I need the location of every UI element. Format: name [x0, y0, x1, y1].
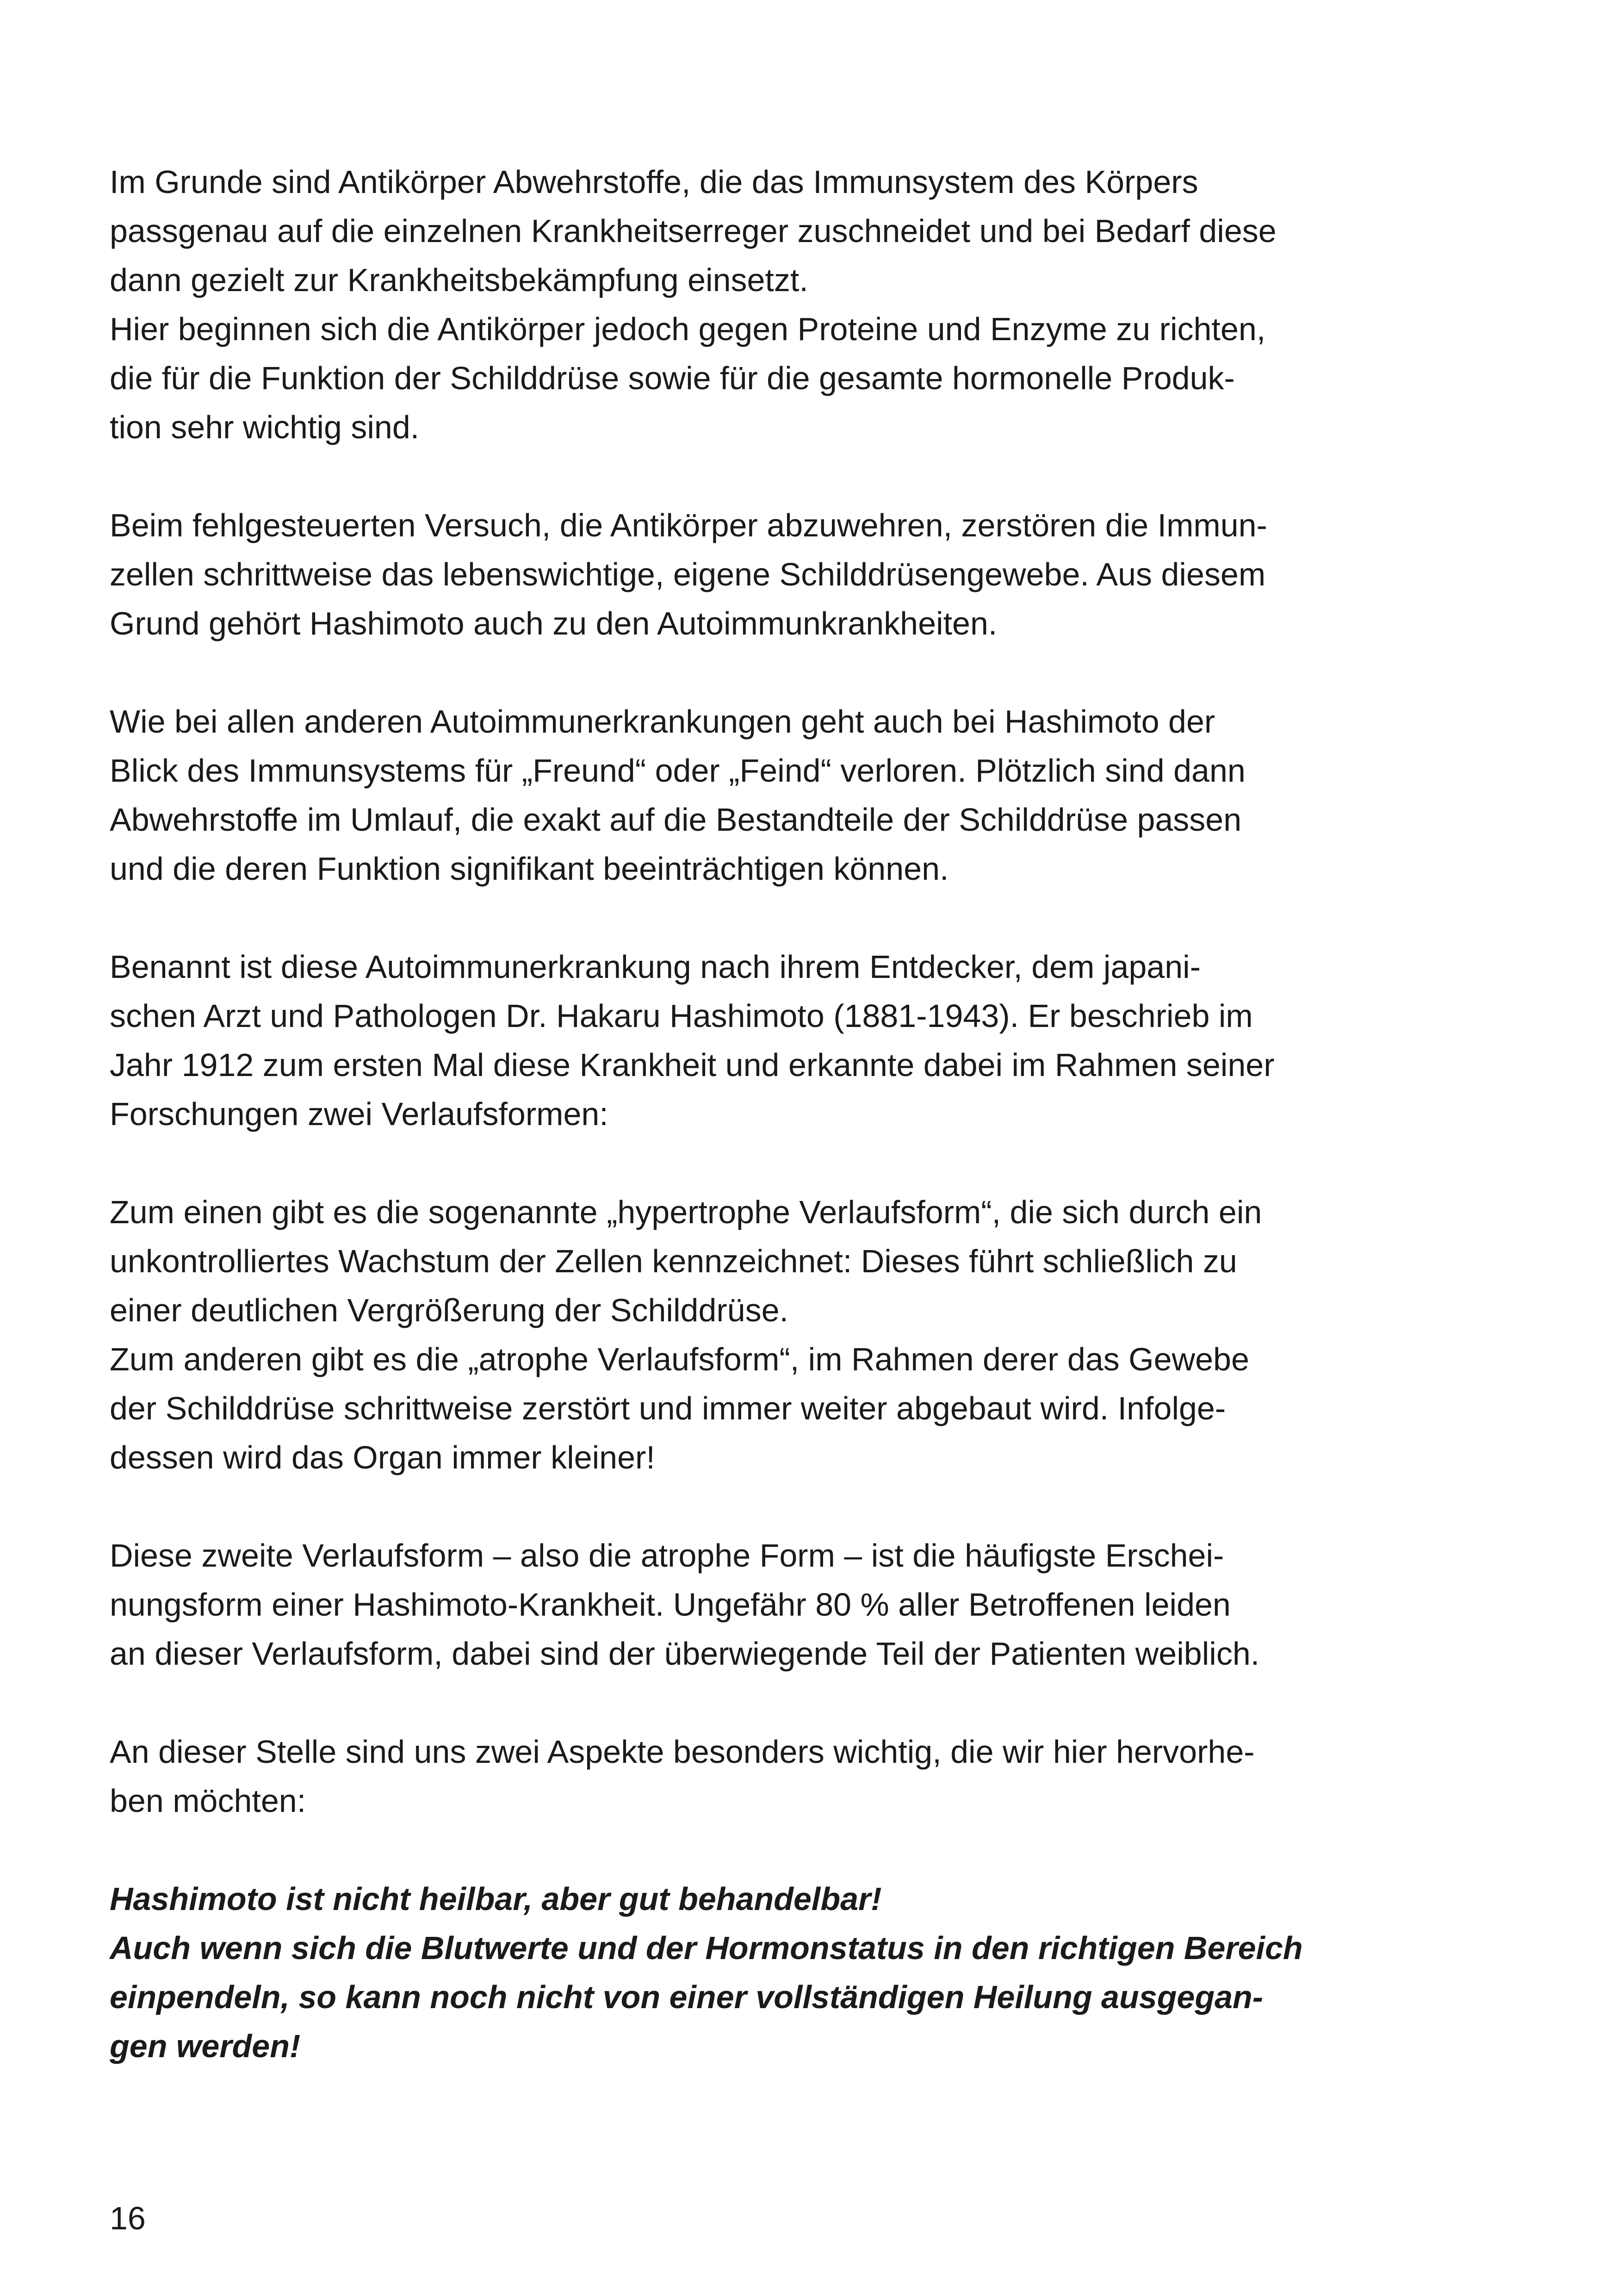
text-line: einer deutlichen Vergrößerung der Schilddrüse.: [110, 1292, 788, 1328]
emphasis-line: gen werden!: [110, 2028, 301, 2064]
text-line: Grund gehört Hashimoto auch zu den Autoimmunkrankheiten.: [110, 605, 998, 641]
text-line: unkontrolliertes Wachstum der Zellen kennzeichnet: Dieses führt schließlich zu: [110, 1243, 1237, 1279]
text-line: dann gezielt zur Krankheitsbekämpfung einsetzt.: [110, 262, 808, 298]
text-line: schen Arzt und Pathologen Dr. Hakaru Hashimoto (1881-1943). Er beschrieb im: [110, 998, 1253, 1034]
text-line: dessen wird das Organ immer kleiner!: [110, 1439, 655, 1475]
text-line: Diese zweite Verlaufsform – also die atrophe Form – ist die häufigste Erschei-: [110, 1537, 1224, 1574]
text-line: passgenau auf die einzelnen Krankheitserreger zuschneidet und bei Bedarf diese: [110, 213, 1277, 249]
text-line: Jahr 1912 zum ersten Mal diese Krankheit und erkannte dabei im Rahmen seiner: [110, 1047, 1275, 1083]
paragraph-entdecker: [110, 942, 1401, 1139]
page-number: 16: [110, 2200, 146, 2236]
text-line: ben möchten:: [110, 1783, 306, 1819]
text-line: tion sehr wichtig sind.: [110, 409, 420, 445]
text-line: zellen schrittweise das lebenswichtige, eigene Schilddrüsengewebe. Aus diesem: [110, 556, 1266, 592]
text-line: Abwehrstoffe im Umlauf, die exakt auf die Bestandteile der Schilddrüse passen: [110, 802, 1242, 838]
paragraph-verlaufsformen: [110, 1188, 1401, 1482]
text-line: an dieser Verlaufsform, dabei sind der überwiegende Teil der Patienten weiblich.: [110, 1636, 1260, 1672]
text-line: Im Grunde sind Antikörper Abwehrstoffe, die das Immunsystem des Körpers: [110, 164, 1198, 200]
paragraph-atrophe-form: [110, 1531, 1401, 1678]
text-line: Blick des Immunsystems für „Freund“ oder „Feind“ verloren. Plötzlich sind dann: [110, 753, 1246, 789]
emphasis-line: einpendeln, so kann noch nicht von einer vollständigen Heilung ausgegan-: [110, 1979, 1264, 2015]
emphasis-line: Hashimoto ist nicht heilbar, aber gut behandelbar!: [110, 1881, 882, 1917]
text-line: der Schilddrüse schrittweise zerstört und immer weiter abgebaut wird. Infolge-: [110, 1390, 1226, 1426]
text-line: nungsform einer Hashimoto-Krankheit. Ungefähr 80 % aller Betroffenen leiden: [110, 1587, 1231, 1623]
emphasis-line: Auch wenn sich die Blutwerte und der Hormonstatus in den richtigen Bereich: [110, 1930, 1303, 1966]
text-line: Benannt ist diese Autoimmunerkrankung nach ihrem Entdecker, dem japani-: [110, 949, 1201, 985]
text-line: und die deren Funktion signifikant beeinträchtigen können.: [110, 851, 949, 887]
text-line: Zum anderen gibt es die „atrophe Verlaufsform“, im Rahmen derer das Gewebe: [110, 1341, 1249, 1377]
text-line: Wie bei allen anderen Autoimmunerkrankungen geht auch bei Hashimoto der: [110, 703, 1215, 740]
text-line: Zum einen gibt es die sogenannte „hypertrophe Verlaufsform“, die sich durch ein: [110, 1194, 1262, 1230]
text-line: Forschungen zwei Verlaufsformen:: [110, 1096, 608, 1132]
page-body: [110, 157, 1401, 2071]
emphasis-statement: [110, 1874, 1401, 2071]
paragraph-autoimmun: [110, 697, 1401, 893]
text-line: die für die Funktion der Schilddrüse sowie für die gesamte hormonelle Produk-: [110, 360, 1235, 396]
paragraph-immunzellen: [110, 501, 1401, 648]
paragraph-antikoerper: [110, 157, 1401, 452]
text-line: Hier beginnen sich die Antikörper jedoch gegen Proteine und Enzyme zu richten,: [110, 311, 1266, 347]
paragraph-aspekte: [110, 1727, 1401, 1825]
text-line: An dieser Stelle sind uns zwei Aspekte besonders wichtig, die wir hier hervorhe-: [110, 1734, 1255, 1770]
text-line: Beim fehlgesteuerten Versuch, die Antikörper abzuwehren, zerstören die Immun-: [110, 507, 1267, 543]
